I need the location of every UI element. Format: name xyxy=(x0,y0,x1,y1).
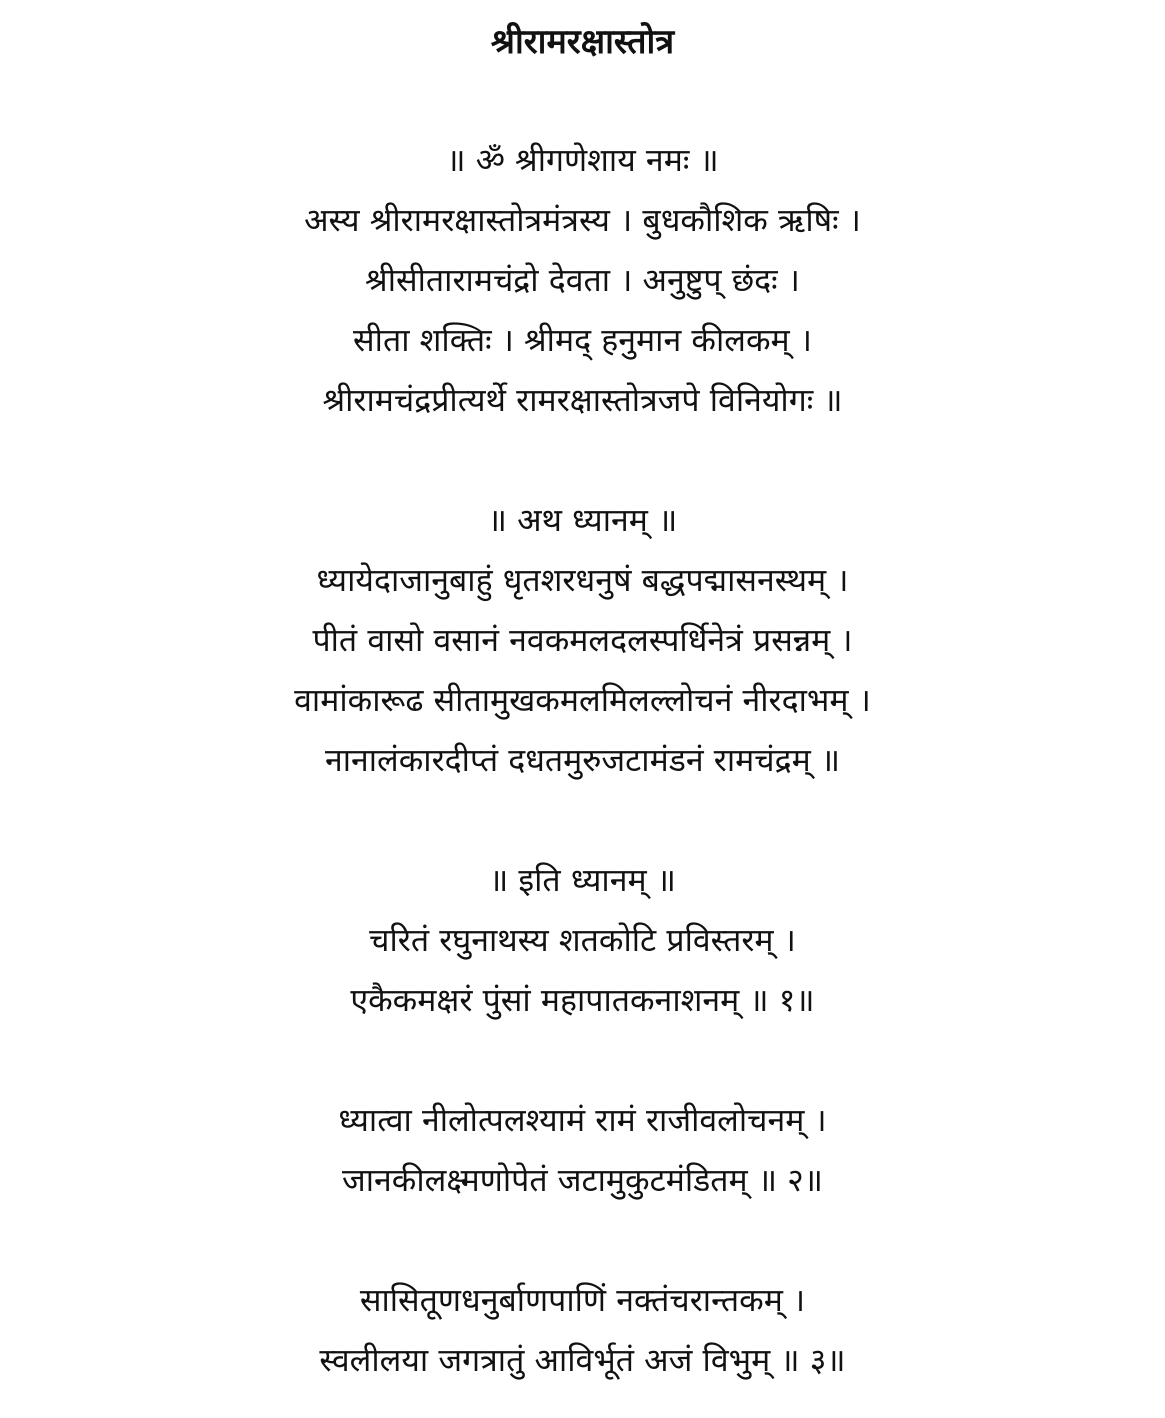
spacer xyxy=(0,70,1165,130)
viniyoga-line: श्रीरामचंद्रप्रीत्यर्थे रामरक्षास्तोत्रजपे विनियोगः ॥ xyxy=(322,381,843,419)
verse-line: वामांकारूढ सीतामुखकमलमिलल्लोचनं नीरदाभम् । xyxy=(294,681,871,719)
spacer xyxy=(0,790,1165,850)
document-title: श्रीरामरक्षास्तोत्र xyxy=(490,22,675,62)
viniyoga-line: श्रीसीतारामचंद्रो देवता । अनुष्टुप् छंदः । xyxy=(365,261,800,299)
spacer xyxy=(0,1030,1165,1090)
intro-block xyxy=(0,130,1165,430)
verse-line: स्वलीलया जगत्रातुं आविर्भूतं अजं विभुम् ॥ ३॥ xyxy=(319,1341,846,1379)
verse-3-block xyxy=(0,1270,1165,1390)
viniyoga-line: सीता शक्तिः । श्रीमद् हनुमान कीलकम् । xyxy=(353,321,812,359)
spacer xyxy=(0,430,1165,490)
spacer xyxy=(0,1210,1165,1270)
verse-line: एकैकमक्षरं पुंसां महापातकनाशनम् ॥ १॥ xyxy=(350,981,815,1019)
verse-1-block xyxy=(0,850,1165,1030)
dhyanam-block xyxy=(0,490,1165,790)
verse-line: सासितूणधनुर्बाणपाणिं नक्तंचरान्तकम् । xyxy=(359,1281,806,1319)
verse-line: पीतं वासो वसानं नवकमलदलस्पर्धिनेत्रं प्रसन्नम् । xyxy=(312,621,853,659)
invocation-line: ॥ ॐ श्रीगणेशाय नमः ॥ xyxy=(446,141,719,179)
section-heading: ॥ अथ ध्यानम् ॥ xyxy=(487,501,678,539)
verse-line: नानालंकारदीप्तं दधतमुरुजटामंडनं रामचंद्रम् ॥ xyxy=(324,741,841,779)
viniyoga-line: अस्य श्रीरामरक्षास्तोत्रमंत्रस्य । बुधकौशिक ऋषिः । xyxy=(304,201,861,239)
verse-line: ध्यात्वा नीलोत्पलश्यामं रामं राजीवलोचनम् । xyxy=(338,1101,827,1139)
verse-line: चरितं रघुनाथस्य शतकोटि प्रविस्तरम् । xyxy=(369,921,796,959)
verse-line: जानकीलक्ष्मणोपेतं जटामुकुटमंडितम् ॥ २॥ xyxy=(342,1161,823,1199)
section-heading: ॥ इति ध्यानम् ॥ xyxy=(489,861,676,899)
verse-line: ध्यायेदाजानुबाहुं धृतशरधनुषं बद्धपद्मासनस्थम् । xyxy=(316,561,849,599)
verse-2-block xyxy=(0,1090,1165,1210)
